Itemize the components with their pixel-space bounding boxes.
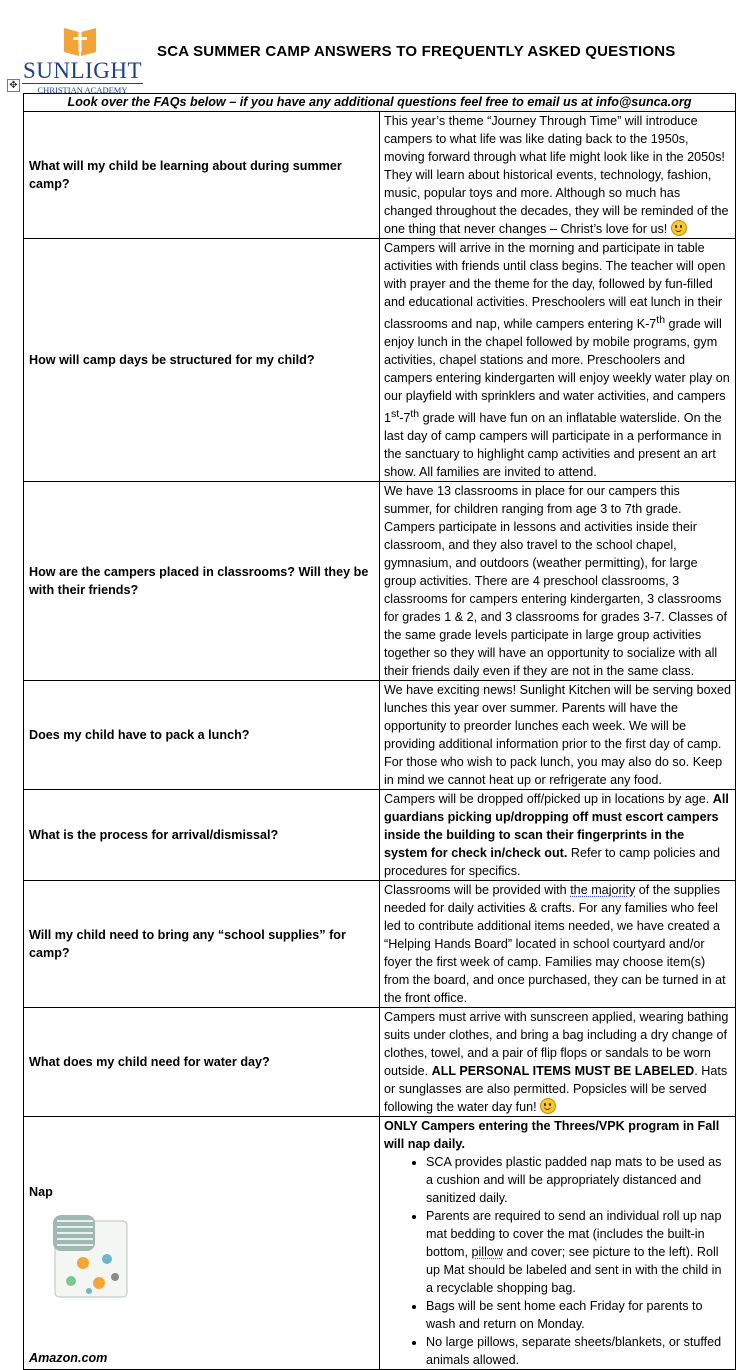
table-row: [24, 790, 736, 881]
table-row: [24, 881, 736, 1008]
answer-cell: Campers must arrive with sunscreen applied, wearing bathing suits under clothes, and bring a bag including a dry change of clothes, towel, and a pair of flip flops or sandals to be worn outside. ALL PERSONAL ITEMS MUST BE LABELED. Hats or sunglasses are also permitted. Popsicles will be served following the water day fun!: [380, 1008, 736, 1117]
nap-lead: ONLY Campers entering the Threes/VPK program in Fall will nap daily.: [384, 1119, 720, 1152]
book-cross-icon: [62, 24, 98, 58]
logo-subtitle: CHRISTIAN ACADEMY: [22, 83, 143, 95]
logo-name: SUNLIGHT: [23, 58, 142, 83]
answer-cell: [380, 1117, 736, 1370]
smiley-icon: [671, 220, 687, 236]
question-cell: How will camp days be structured for my child?: [24, 239, 380, 482]
list-item: • Parents are required to send an individual roll up nap mat bedding to cover the mat (includes the built-in bottom, pillow and cover; see picture to the left). Roll up Mat should be labeled and sent in with the child in a recyclable shopping bag.: [426, 1207, 731, 1297]
answer-cell: This year’s theme “Journey Through Time” will introduce campers to what life was like dating back to the 1950s, moving forward through what life might look like in the 2050s! They will learn about historical events, technology, fashion, music, popular toys and more. Although so much has changed throughout the decades, they will be reminded of the one thing that never changes – Christ’s love for us!: [380, 112, 736, 239]
table-move-handle[interactable]: ✥: [7, 79, 20, 92]
list-item: • Bags will be sent home each Friday for parents to wash and return on Monday.: [426, 1297, 731, 1333]
table-row: [24, 1117, 736, 1370]
question-cell: Will my child need to bring any “school supplies” for camp?: [24, 881, 380, 1008]
page-title: SCA SUMMER CAMP ANSWERS TO FREQUENTLY ASKED QUESTIONS: [157, 43, 676, 60]
nap-heading: Nap: [29, 1185, 53, 1200]
answer-cell: Classrooms will be provided with the majority of the supplies needed for daily activities & crafts. For any families who feel led to contribute additional items needed, we have created a “Helping Hands Board” located in school courtyard and/or foyer the first week of camp. Families may choose item(s) from the board, and once purchased, they can be turned in at the front office.: [380, 881, 736, 1008]
question-cell: How are the campers placed in classrooms? Will they be with their friends?: [24, 482, 380, 681]
smiley-icon: [540, 1098, 556, 1114]
answer-cell: Campers will be dropped off/picked up in locations by age. All guardians picking up/dropping off must escort campers inside the building to scan their fingerprints in the system for check in/check out. Refer to camp policies and procedures for specifics.: [380, 790, 736, 881]
table-row: [24, 681, 736, 790]
answer-cell: We have 13 classrooms in place for our campers this summer, for children ranging from age 3 to 7th grade. Campers participate in lessons and activities inside their classroom, and they also travel to the school chapel, gymnasium, and outdoors (weather permitting), for large group activities. There are 4 preschool classrooms, 3 classrooms for campers entering kindergarten, 3 classrooms for grades 1 & 2, and 3 classrooms for grades 3-7. Classes of the same grade levels participate in large group activities together so they will have an opportunity to socialize with all their friends daily even if they are not in the same class.: [380, 482, 736, 681]
nap-bullet-list: [384, 1153, 731, 1369]
question-cell: What is the process for arrival/dismissal?: [24, 790, 380, 881]
table-row: [24, 112, 736, 239]
question-cell: What does my child need for water day?: [24, 1008, 380, 1117]
sunlight-logo: [20, 24, 145, 94]
nap-mat-image: [49, 1211, 135, 1303]
question-cell: Does my child have to pack a lunch?: [24, 681, 380, 790]
question-cell: [24, 1117, 380, 1370]
image-caption: Amazon.com: [29, 1351, 108, 1366]
list-item: • No large pillows, separate sheets/blankets, or stuffed animals allowed.: [426, 1333, 731, 1369]
table-row: [24, 239, 736, 482]
list-item: • SCA provides plastic padded nap mats to be used as a cushion and will be appropriately distanced and sanitized daily.: [426, 1153, 731, 1207]
question-cell: What will my child be learning about during summer camp?: [24, 112, 380, 239]
table-row: [24, 94, 736, 112]
answer-cell: We have exciting news! Sunlight Kitchen will be serving boxed lunches this year over summer. Parents will have the opportunity to preorder lunches each week. We will be providing additional information prior to the first day of camp. For those who wish to pack lunch, you may also do so. Keep in mind we cannot heat up or refrigerate any food.: [380, 681, 736, 790]
faq-table: [23, 93, 736, 1370]
answer-cell: Campers will arrive in the morning and participate in table activities with friends until class begins. The teacher will open with prayer and the theme for the day, followed by fun-filled and educational activities. Preschoolers will eat lunch in their classrooms and nap, while campers entering K-7th grade will enjoy lunch in the chapel followed by mobile programs, gym activities, chapel stations and more. Preschoolers and campers entering kindergarten will enjoy weekly water play on our playfield with sprinklers and water activities, and campers 1st-7th grade will have fun on an inflatable waterslide. On the last day of camp campers will participate in a performance in the sanctuary to highlight camp activities and present an art show. All families are invited to attend.: [380, 239, 736, 482]
table-row: [24, 1008, 736, 1117]
intro-text: Look over the FAQs below – if you have any additional questions feel free to email us at info@sunca.org: [24, 94, 736, 112]
table-row: [24, 482, 736, 681]
